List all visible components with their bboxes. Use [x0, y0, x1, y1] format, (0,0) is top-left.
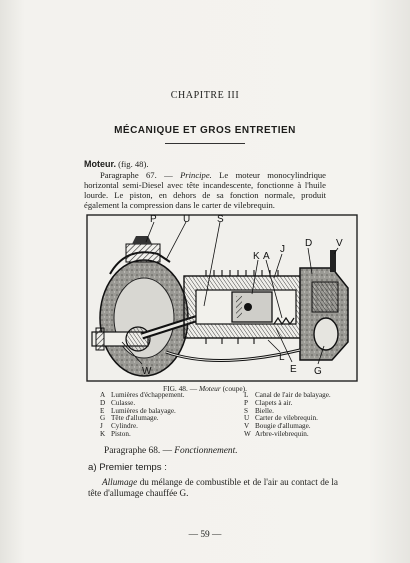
legend-item: W Arbre-vilebrequin.	[244, 429, 309, 438]
crankshaft-collar	[96, 328, 104, 350]
air-valves	[126, 244, 160, 262]
legend-item: L Canal de l'air de balayage.	[244, 391, 331, 399]
moteur-label: Moteur.	[84, 159, 117, 169]
para68-title: Fonctionnement.	[174, 446, 238, 456]
legend-item: V Bougie d'allumage.	[244, 422, 311, 431]
ignition-head	[314, 318, 338, 350]
spark-plug	[330, 250, 336, 272]
legend-item: K Piston.	[100, 429, 131, 438]
piston-pin	[244, 303, 252, 311]
callout-P: P	[150, 214, 157, 225]
callout-G: G	[314, 366, 322, 377]
caption-fig: FIG. 48. —	[163, 384, 198, 393]
callout-K: K	[253, 251, 260, 262]
callout-E: E	[290, 364, 297, 375]
crank-web	[126, 327, 150, 351]
title-rule	[165, 143, 245, 144]
chapter-heading: CHAPITRE III	[170, 90, 240, 101]
allumage-term: Allumage	[102, 477, 138, 487]
callout-W: W	[142, 366, 152, 377]
legend-item: P Clapets à air.	[244, 398, 293, 407]
callout-J: J	[280, 244, 285, 255]
callout-U: U	[183, 214, 191, 225]
page-number: — 59 —	[188, 530, 222, 540]
legend-item: J Cylindre.	[100, 422, 138, 431]
allumage-paragraph	[88, 477, 338, 499]
section-title: MÉCANIQUE ET GROS ENTRETIEN	[114, 125, 296, 136]
legend-item: A Lumières d'échappement.	[100, 391, 185, 399]
legend-item: E Lumières de balayage.	[100, 406, 176, 415]
caption-sub: (coupe).	[222, 384, 247, 393]
callout-D: D	[305, 238, 313, 249]
legend-item: G Tête d'allumage.	[100, 414, 159, 423]
fig-reference: (fig. 48).	[118, 159, 149, 169]
legend-right	[244, 392, 331, 439]
legend-item: U Carter de vilebrequin.	[244, 414, 318, 423]
legend-item: D Culasse.	[100, 398, 136, 407]
premier-temps-heading: a) Premier temps :	[88, 462, 167, 473]
figure-caption	[0, 384, 410, 393]
paragraph-67	[84, 170, 326, 210]
engine-cross-section-figure	[86, 214, 358, 382]
moteur-heading	[84, 159, 326, 169]
allumage-text: du mélange de combustible et de l'air au contact de la tête d'allumage chauffée G.	[88, 477, 339, 498]
para67-title: Principe.	[180, 170, 212, 180]
caption-title: Moteur	[198, 384, 221, 393]
callout-V: V	[336, 238, 343, 249]
para67-text: Le moteur monocylindrique horizontal semi-Diesel avec tête incandescente, fonctionne à l'huile lourde. Le piston, en dehors de sa fonction normale, produit également la compression dans le carter de vilebrequin.	[84, 170, 326, 210]
callout-L: L	[279, 352, 285, 363]
para67-lead: Paragraphe 67. —	[100, 170, 173, 180]
legend-item: S Bielle.	[244, 406, 274, 415]
callout-A: A	[263, 251, 270, 262]
para68-lead: Paragraphe 68. —	[104, 446, 172, 456]
callout-S: S	[217, 214, 224, 225]
paragraph-68-heading	[104, 446, 238, 456]
legend-left	[100, 392, 185, 439]
